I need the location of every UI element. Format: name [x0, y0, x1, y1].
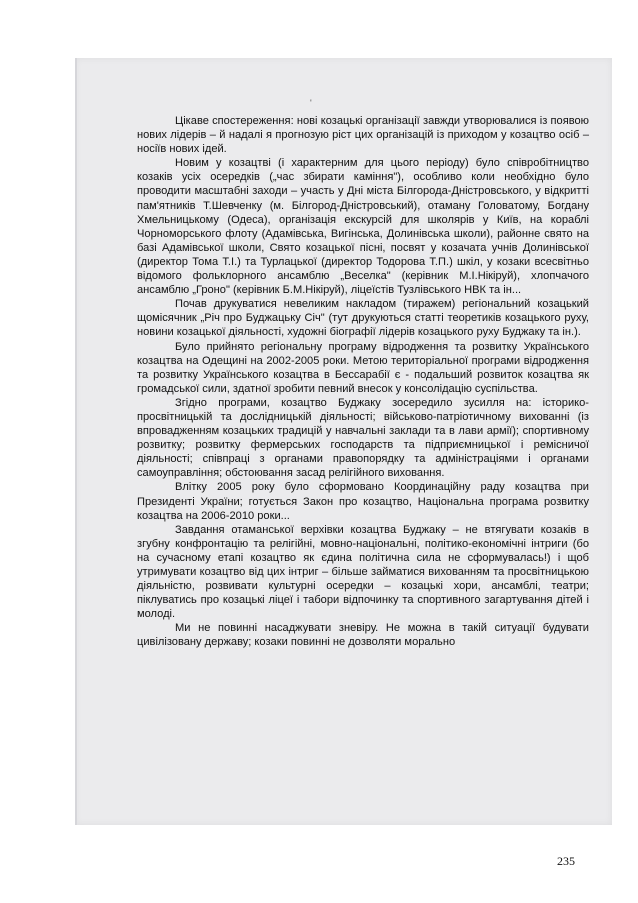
paragraph: Було прийнято регіональну програму відродження та розвитку Українського козацтва на Одещині на 2002-2005 роки. Метою територіальної програми відродження та розвитку Українського козацтва в Бессарабії є - подальший розвиток козацтва як громадської сили, здатної зробити певний внесок у консолідацію суспільства.: [137, 340, 589, 395]
body-text: [137, 114, 589, 650]
scan-edge: [75, 58, 77, 825]
paragraph: Завдання отаманської верхівки козацтва Буджаку – не втягувати козаків в згубну конфронтацію та релігійні, мовно-національні, політико-економічні інтриги (бо на сучасному етапі козацтво як єдина політична сила не сформувалась!) і щоб утримувати козацтво від цих інтриг – більше займатися вихованням та просвітницькою діяльністю, розвивати культурні осередки – козацькі хори, ансамблі, театри; піклуватись про козацькі ліцеї і табори відпочинку та спортивного загартування дітей і молоді.: [137, 523, 589, 621]
scan-mark: ': [310, 98, 312, 108]
paragraph: Новим у козацтві (і характерним для цього періоду) було співробітництво козаків усіх осередків („час збирати каміння"), особливо коли необхідно було проводити масштабні заходи – участь у Дні міста Білгорода-Дністровського, у відкритті пам'ятників Т.Шевченку (м. Білгород-Дністровський), отаману Головатому, Богдану Хмельницькому (Одеса), організація екскурсій для школярів у Київ, на кораблі Чорноморського флоту (Адамівська, Вигінська, Долинівська школи), районне свято на базі Адамівської школи, Свято козацької пісні, посвят у козачата учнів Долинівської (директор Тома Т.І.) та Турлацької (директор Тодорова Т.П.) шкіл, у козаки всесвітньо відомого фольклорного ансамблю „Веселка" (керівник М.І.Нікіруй), хлопчачого ансамблю „Гроно" (керівник Б.М.Нікіруй), ліцеїстів Тузлівського НВК та ін...: [137, 157, 589, 297]
paragraph: Ми не повинні насаджувати зневіру. Не можна в такій ситуації будувати цивілізовану державу; козаки повинні не дозволяти морально: [137, 622, 589, 649]
paragraph: Почав друкуватися невеликим накладом (тиражем) регіональний козацький щомісячник „Річ про Буджацьку Січ" (тут друкуються статті теоретиків козацького руху, новини козацької діяльності, художні біографії лідерів козацького руху Буджаку та ін.).: [137, 298, 589, 339]
paragraph: Влітку 2005 року було сформовано Координаційну раду козацтва при Президенті України; готується Закон про козацтво, Національна програма розвитку козацтва на 2006-2010 роки...: [137, 481, 589, 522]
paragraph: Згідно програми, козацтво Буджаку зосередило зусилля на: історико-просвітницькій та дослідницькій діяльності; військово-патріотичному вихованні (із впровадженням козацьких традицій у навчальні заклади та в лави армії); спортивному розвитку; розвитку фермерських господарств та підприємницької і ремісничої діяльності; співпраці з органами правопорядку та адміністраціями і органами самоуправління; обстоювання засад релігійного виховання.: [137, 396, 589, 480]
paragraph: Цікаве спостереження: нові козацькі організації завжди утворювалися із появою нових лідерів – й надалі я прогнозую ріст цих організацій із приходом у козацтво осіб – носіїв нових ідей.: [137, 115, 589, 156]
page-number: 235: [557, 854, 575, 868]
